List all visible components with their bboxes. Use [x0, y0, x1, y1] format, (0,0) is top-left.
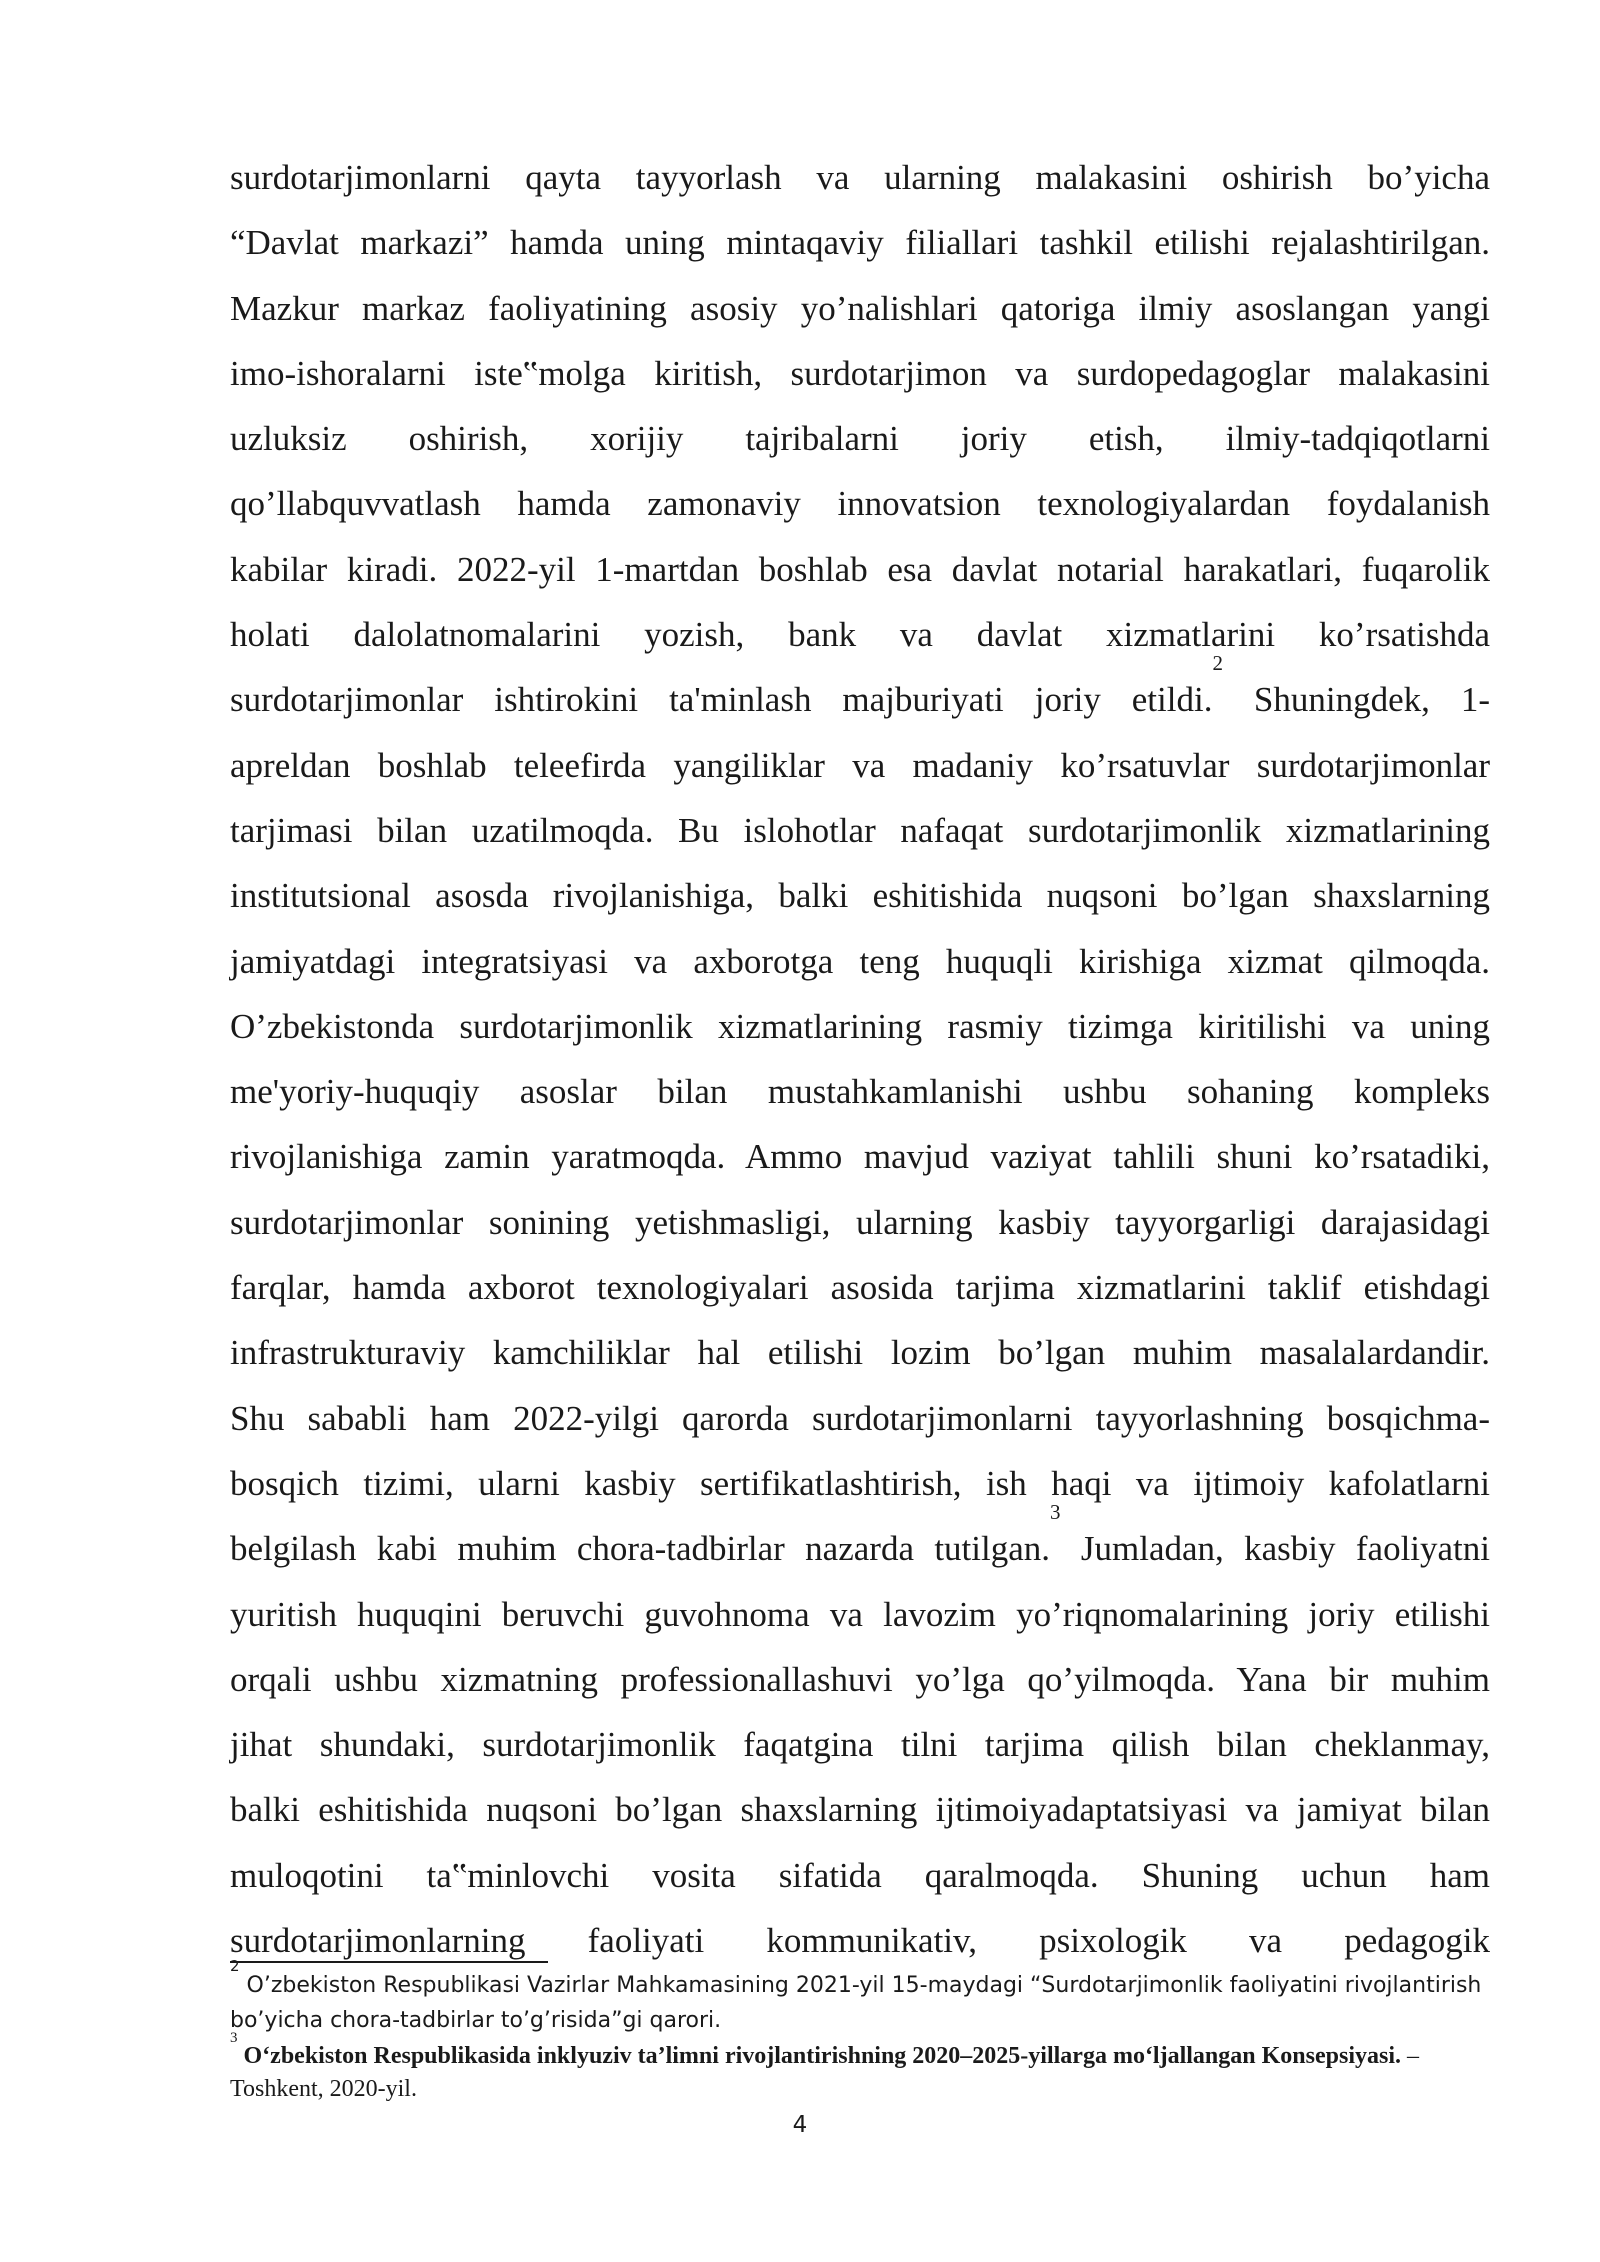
text-line: infrastrukturaviy kamchiliklar hal etilishi lozim bo’lgan muhim masalalardandir.	[230, 1333, 1490, 1373]
text-line: orqali ushbu xizmatning professionallashuvi yo’lga qo’yilmoqda. Yana bir muhim	[230, 1659, 1490, 1699]
text-line: surdotarjimonlarni qayta tayyorlash va ularning malakasini oshirish bo’yicha	[230, 158, 1490, 197]
footnotes	[230, 1957, 1490, 2106]
text-line-with-footnote-ref	[230, 1500, 1491, 1581]
text-line: O’zbekistonda surdotarjimonlik xizmatlarining rasmiy tizimga kiritilishi va uning	[230, 1006, 1490, 1046]
body-text	[230, 145, 1490, 1973]
footnote-text: O’zbekiston Respublikasi Vazirlar Mahkamasining 2021-yil 15-maydagi “Surdotarjimonlik faoliyatini rivojlantirish bo’yicha chora-tadbirlar to’g’risida”gi qarori.	[230, 1973, 1482, 2033]
text-line: farqlar, hamda axborot texnologiyalari asosida tarjima xizmatlarini taklif etishdagi	[230, 1268, 1490, 1308]
text-line: uzluksiz oshirish, xorijiy tajribalarni joriy etish, ilmiy-tadqiqotlarni	[230, 419, 1490, 459]
text-line: imo-ishoralarni iste‟molga kiritish, surdotarjimon va surdopedagoglar malakasini	[230, 353, 1490, 393]
text-line: holati dalolatnomalarini yozish, bank va davlat xizmatlarini ko’rsatishda	[230, 615, 1490, 655]
text-line: jamiyatdagi integratsiyasi va axborotga teng huquqli kirishiga xizmat qilmoqda.	[230, 941, 1490, 981]
text-line: apreldan boshlab teleefirda yangiliklar va madaniy ko’rsatuvlar surdotarjimonlar	[230, 745, 1490, 785]
text-line: jihat shundaki, surdotarjimonlik faqatgina tilni tarjima qilish bilan cheklanmay,	[230, 1725, 1490, 1765]
text-line: yuritish huquqini beruvchi guvohnoma va lavozim yo’riqnomalarining joriy etilishi	[230, 1594, 1490, 1634]
text-line-with-footnote-ref	[230, 651, 1490, 732]
footnote-ref-3[interactable]: 3	[1050, 1500, 1061, 1525]
text-line: qo’llabquvvatlash hamda zamonaviy innovatsion texnologiyalardan foydalanish	[230, 484, 1490, 524]
text-line: muloqotini ta‟minlovchi vosita sifatida qaralmoqda. Shuning uchun ham	[230, 1855, 1490, 1895]
footnote-title: O‘zbekiston Respublikasida inklyuziv ta’limni rivojlantirishning 2020–2025-yillarga mo‘ljallangan Konsepsiyasi.	[237, 2043, 1401, 2069]
text-segment: Jumladan, kasbiy faoliyatni	[1060, 1529, 1491, 1569]
text-line: me'yoriy-huquqiy asoslar bilan mustahkamlanishi ushbu sohaning kompleks	[230, 1072, 1490, 1112]
text-segment: belgilash kabi muhim chora-tadbirlar nazarda tutilgan.	[230, 1529, 1051, 1569]
text-line: Shu sababli ham 2022-yilgi qarorda surdotarjimonlarni tayyorlashning bosqichma-	[230, 1398, 1490, 1438]
text-line: rivojlanishiga zamin yaratmoqda. Ammo mavjud vaziyat tahlili shuni ko’rsatadiki,	[230, 1137, 1490, 1177]
text-line: institutsional asosda rivojlanishiga, balki eshitishida nuqsoni bo’lgan shaxslarning	[230, 876, 1490, 916]
footnote-2	[230, 1957, 1490, 2038]
footnote-text: – Toshkent, 2020-yil.	[230, 2043, 1419, 2102]
text-line: tarjimasi bilan uzatilmoqda. Bu islohotlar nafaqat surdotarjimonlik xizmatlarining	[230, 810, 1490, 850]
footnote-ref-2[interactable]: 2	[1212, 651, 1223, 676]
text-line: surdotarjimonlar sonining yetishmasligi, ularning kasbiy tayyorgarligi darajasidagi	[230, 1202, 1490, 1242]
text-segment: Shuningdek, 1-	[1222, 680, 1490, 720]
footnote-number: 3	[230, 2030, 238, 2046]
text-line: surdotarjimonlarning faoliyati kommunikativ, psixologik va pedagogik	[230, 1921, 1490, 1961]
footnote-number: 2	[230, 1957, 240, 1975]
text-line: Mazkur markaz faoliyatining asosiy yo’nalishlari qatoriga ilmiy asoslangan yangi	[230, 288, 1490, 328]
footnote-3	[230, 2030, 1490, 2106]
text-line: bosqich tizimi, ularni kasbiy sertifikatlashtirish, ish haqi va ijtimoiy kafolatlarni	[230, 1463, 1490, 1503]
page-number: 4	[792, 2112, 808, 2138]
text-line: “Davlat markazi” hamda uning mintaqaviy filiallari tashkil etilishi rejalashtirilgan.	[230, 223, 1490, 263]
text-segment: surdotarjimonlar ishtirokini ta'minlash majburiyati joriy etildi.	[230, 680, 1213, 720]
text-line: balki eshitishida nuqsoni bo’lgan shaxslarning ijtimoiyadaptatsiyasi va jamiyat bilan	[230, 1790, 1490, 1830]
footnote-separator	[230, 1961, 548, 1963]
text-line: kabilar kiradi. 2022-yil 1-martdan boshlab esa davlat notarial harakatlari, fuqarolik	[230, 549, 1490, 589]
